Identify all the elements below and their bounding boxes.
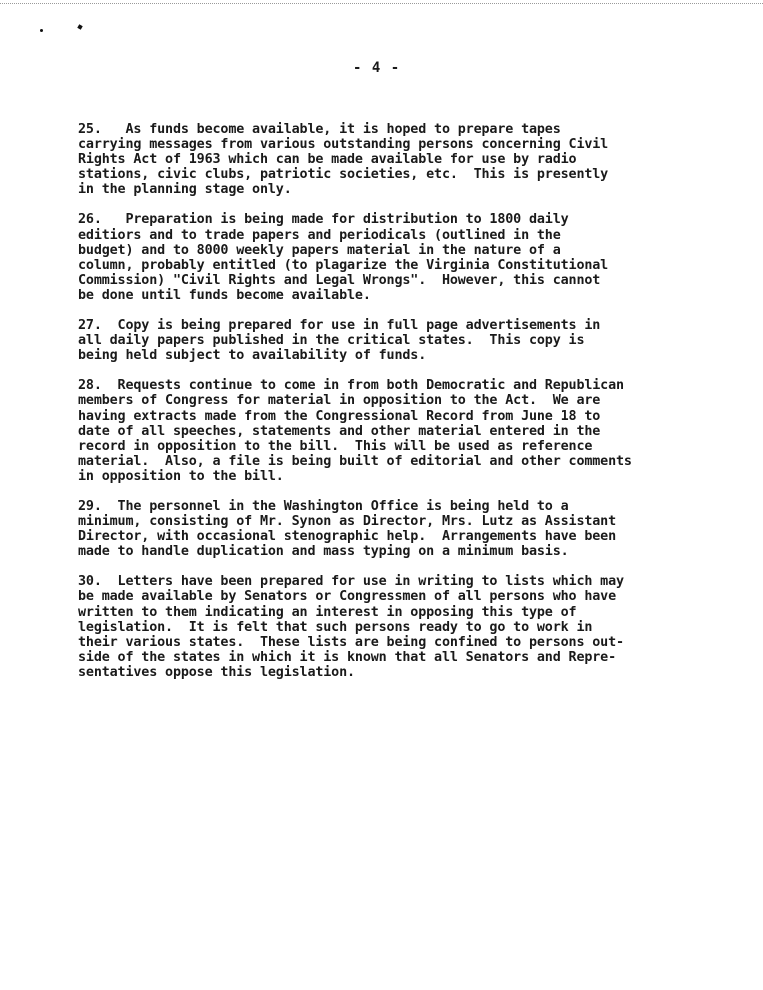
text-line: their various states. These lists are being confined to persons out- <box>78 634 624 650</box>
text-line: editiors and to trade papers and periodicals (outlined in the <box>78 227 561 243</box>
text-line: 26. Preparation is being made for distribution to 1800 daily <box>78 212 569 228</box>
text-line: all daily papers published in the critical states. This copy is <box>78 333 585 349</box>
document-body <box>78 122 718 695</box>
text-line: Director, with occasional stenographic help. Arrangements have been <box>78 529 617 545</box>
text-line: Commission) "Civil Rights and Legal Wrongs". However, this cannot <box>78 272 601 288</box>
text-line: in opposition to the bill. <box>78 468 284 484</box>
text-line: side of the states in which it is known that all Senators and Repre- <box>78 649 617 665</box>
text-line: column, probably entitled (to plagarize the Virginia Constitutional <box>78 257 609 273</box>
text-line: material. Also, a file is being built of editorial and other comments <box>78 453 632 469</box>
text-line: record in opposition to the bill. This will be used as reference <box>78 438 593 454</box>
text-line: members of Congress for material in opposition to the Act. We are <box>78 393 601 409</box>
text-line: having extracts made from the Congressional Record from June 18 to <box>78 408 601 424</box>
text-line: minimum, consisting of Mr. Synon as Director, Mrs. Lutz as Assistant <box>78 514 617 530</box>
text-line: legislation. It is felt that such persons ready to go to work in <box>78 619 593 635</box>
text-line: date of all speeches, statements and other material entered in the <box>78 423 601 439</box>
text-line: being held subject to availability of funds. <box>78 348 427 364</box>
text-line: 30. Letters have been prepared for use in writing to lists which may <box>78 574 624 590</box>
paragraph-28 <box>78 378 718 484</box>
page-number: - 4 - <box>353 60 401 76</box>
text-line: 25. As funds become available, it is hoped to prepare tapes <box>78 122 561 137</box>
text-line: written to them indicating an interest in opposing this type of <box>78 604 577 620</box>
scan-speck <box>77 24 82 29</box>
paragraph-25 <box>78 122 718 197</box>
text-line: be made available by Senators or Congressmen of all persons who have <box>78 589 617 605</box>
text-line: be done until funds become available. <box>78 287 371 303</box>
text-line: stations, civic clubs, patriotic societies, etc. This is presently <box>78 167 609 183</box>
text-line: made to handle duplication and mass typing on a minimum basis. <box>78 544 569 560</box>
paragraph-29 <box>78 499 718 559</box>
text-line: sentatives oppose this legislation. <box>78 664 355 680</box>
text-line: budget) and to 8000 weekly papers material in the nature of a <box>78 242 561 258</box>
paragraph-26 <box>78 212 718 303</box>
scan-speck <box>40 29 43 32</box>
paragraph-27 <box>78 318 718 363</box>
text-line: 27. Copy is being prepared for use in full page advertisements in <box>78 318 601 334</box>
text-line: in the planning stage only. <box>78 182 292 198</box>
text-line: 28. Requests continue to come in from both Democratic and Republican <box>78 378 624 394</box>
page-top-edge <box>0 3 763 4</box>
paragraph-30 <box>78 574 718 680</box>
text-line: 29. The personnel in the Washington Office is being held to a <box>78 498 569 514</box>
text-line: Rights Act of 1963 which can be made available for use by radio <box>78 152 577 168</box>
text-line: carrying messages from various outstanding persons concerning Civil <box>78 137 609 153</box>
